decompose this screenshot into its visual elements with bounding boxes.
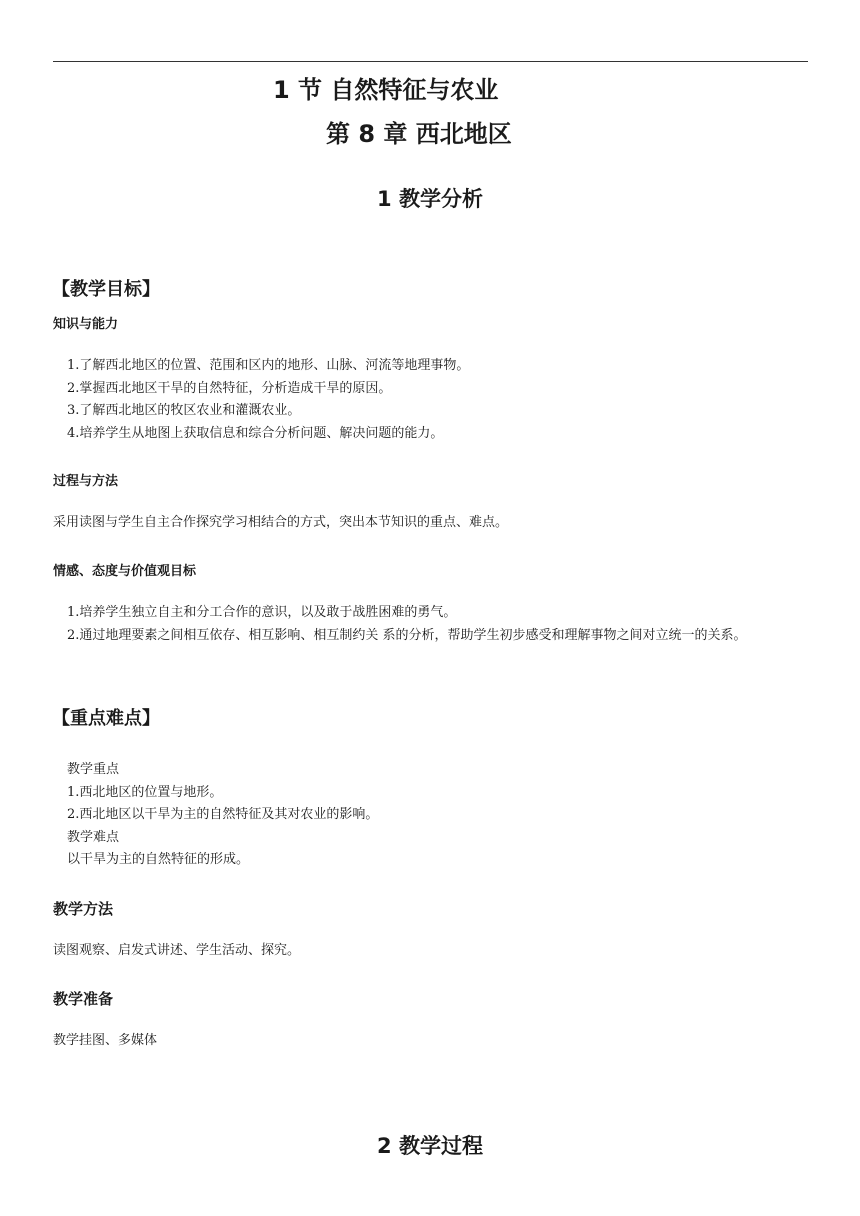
section-title: 1 节 自然特征与农业 bbox=[273, 76, 499, 104]
emotion-label: 情感、态度与价值观目标 bbox=[53, 564, 197, 579]
difficulty-label: 教学难点 bbox=[67, 829, 120, 845]
process-text: 采用读图与学生自主合作探究学习相结合的方式，突出本节知识的重点、难点。 bbox=[53, 515, 509, 530]
part1-title: 1 教学分析 bbox=[377, 187, 483, 211]
process-label: 过程与方法 bbox=[53, 474, 119, 489]
list-item: 3.了解西北地区的牧区农业和灌溉农业。 bbox=[67, 403, 301, 418]
list-item: 2.西北地区以干旱为主的自然特征及其对农业的影响。 bbox=[67, 807, 379, 822]
knowledge-label: 知识与能力 bbox=[53, 317, 119, 332]
emotion-list bbox=[53, 602, 808, 647]
list-item: 4.培养学生从地图上获取信息和综合分析问题、解决问题的能力。 bbox=[67, 425, 444, 441]
list-item: 1.了解西北地区的位置、范围和区内的地形、山脉、河流等地理事物。 bbox=[67, 358, 470, 373]
top-rule bbox=[53, 61, 808, 62]
list-item: 1.培养学生独立自主和分工合作的意识，以及敢于战胜困难的勇气。 bbox=[67, 605, 457, 620]
methods-label: 教学方法 bbox=[53, 900, 114, 918]
focus-label: 教学重点 bbox=[67, 762, 120, 777]
list-item: 1.西北地区的位置与地形。 bbox=[67, 784, 223, 800]
knowledge-list bbox=[53, 355, 469, 445]
keypoints-heading: 【重点难点】 bbox=[52, 708, 160, 729]
chapter-title: 第 8 章 西北地区 bbox=[326, 120, 512, 148]
methods-text: 读图观察、启发式讲述、学生活动、探究。 bbox=[53, 943, 301, 958]
part2-title: 2 教学过程 bbox=[377, 1134, 483, 1158]
preparation-text: 教学挂图、多媒体 bbox=[53, 1033, 158, 1048]
preparation-label: 教学准备 bbox=[53, 990, 114, 1008]
list-item: 2.通过地理要素之间相互依存、相互影响、相互制约关 系的分析，帮助学生初步感受和理解事物之间对立统一的关系。 bbox=[67, 627, 747, 643]
difficulty-text: 以干旱为主的自然特征的形成。 bbox=[67, 852, 250, 867]
objectives-heading: 【教学目标】 bbox=[52, 279, 160, 300]
keypoints-block bbox=[53, 759, 378, 872]
list-item: 2.掌握西北地区干旱的自然特征，分析造成干旱的原因。 bbox=[67, 380, 392, 396]
